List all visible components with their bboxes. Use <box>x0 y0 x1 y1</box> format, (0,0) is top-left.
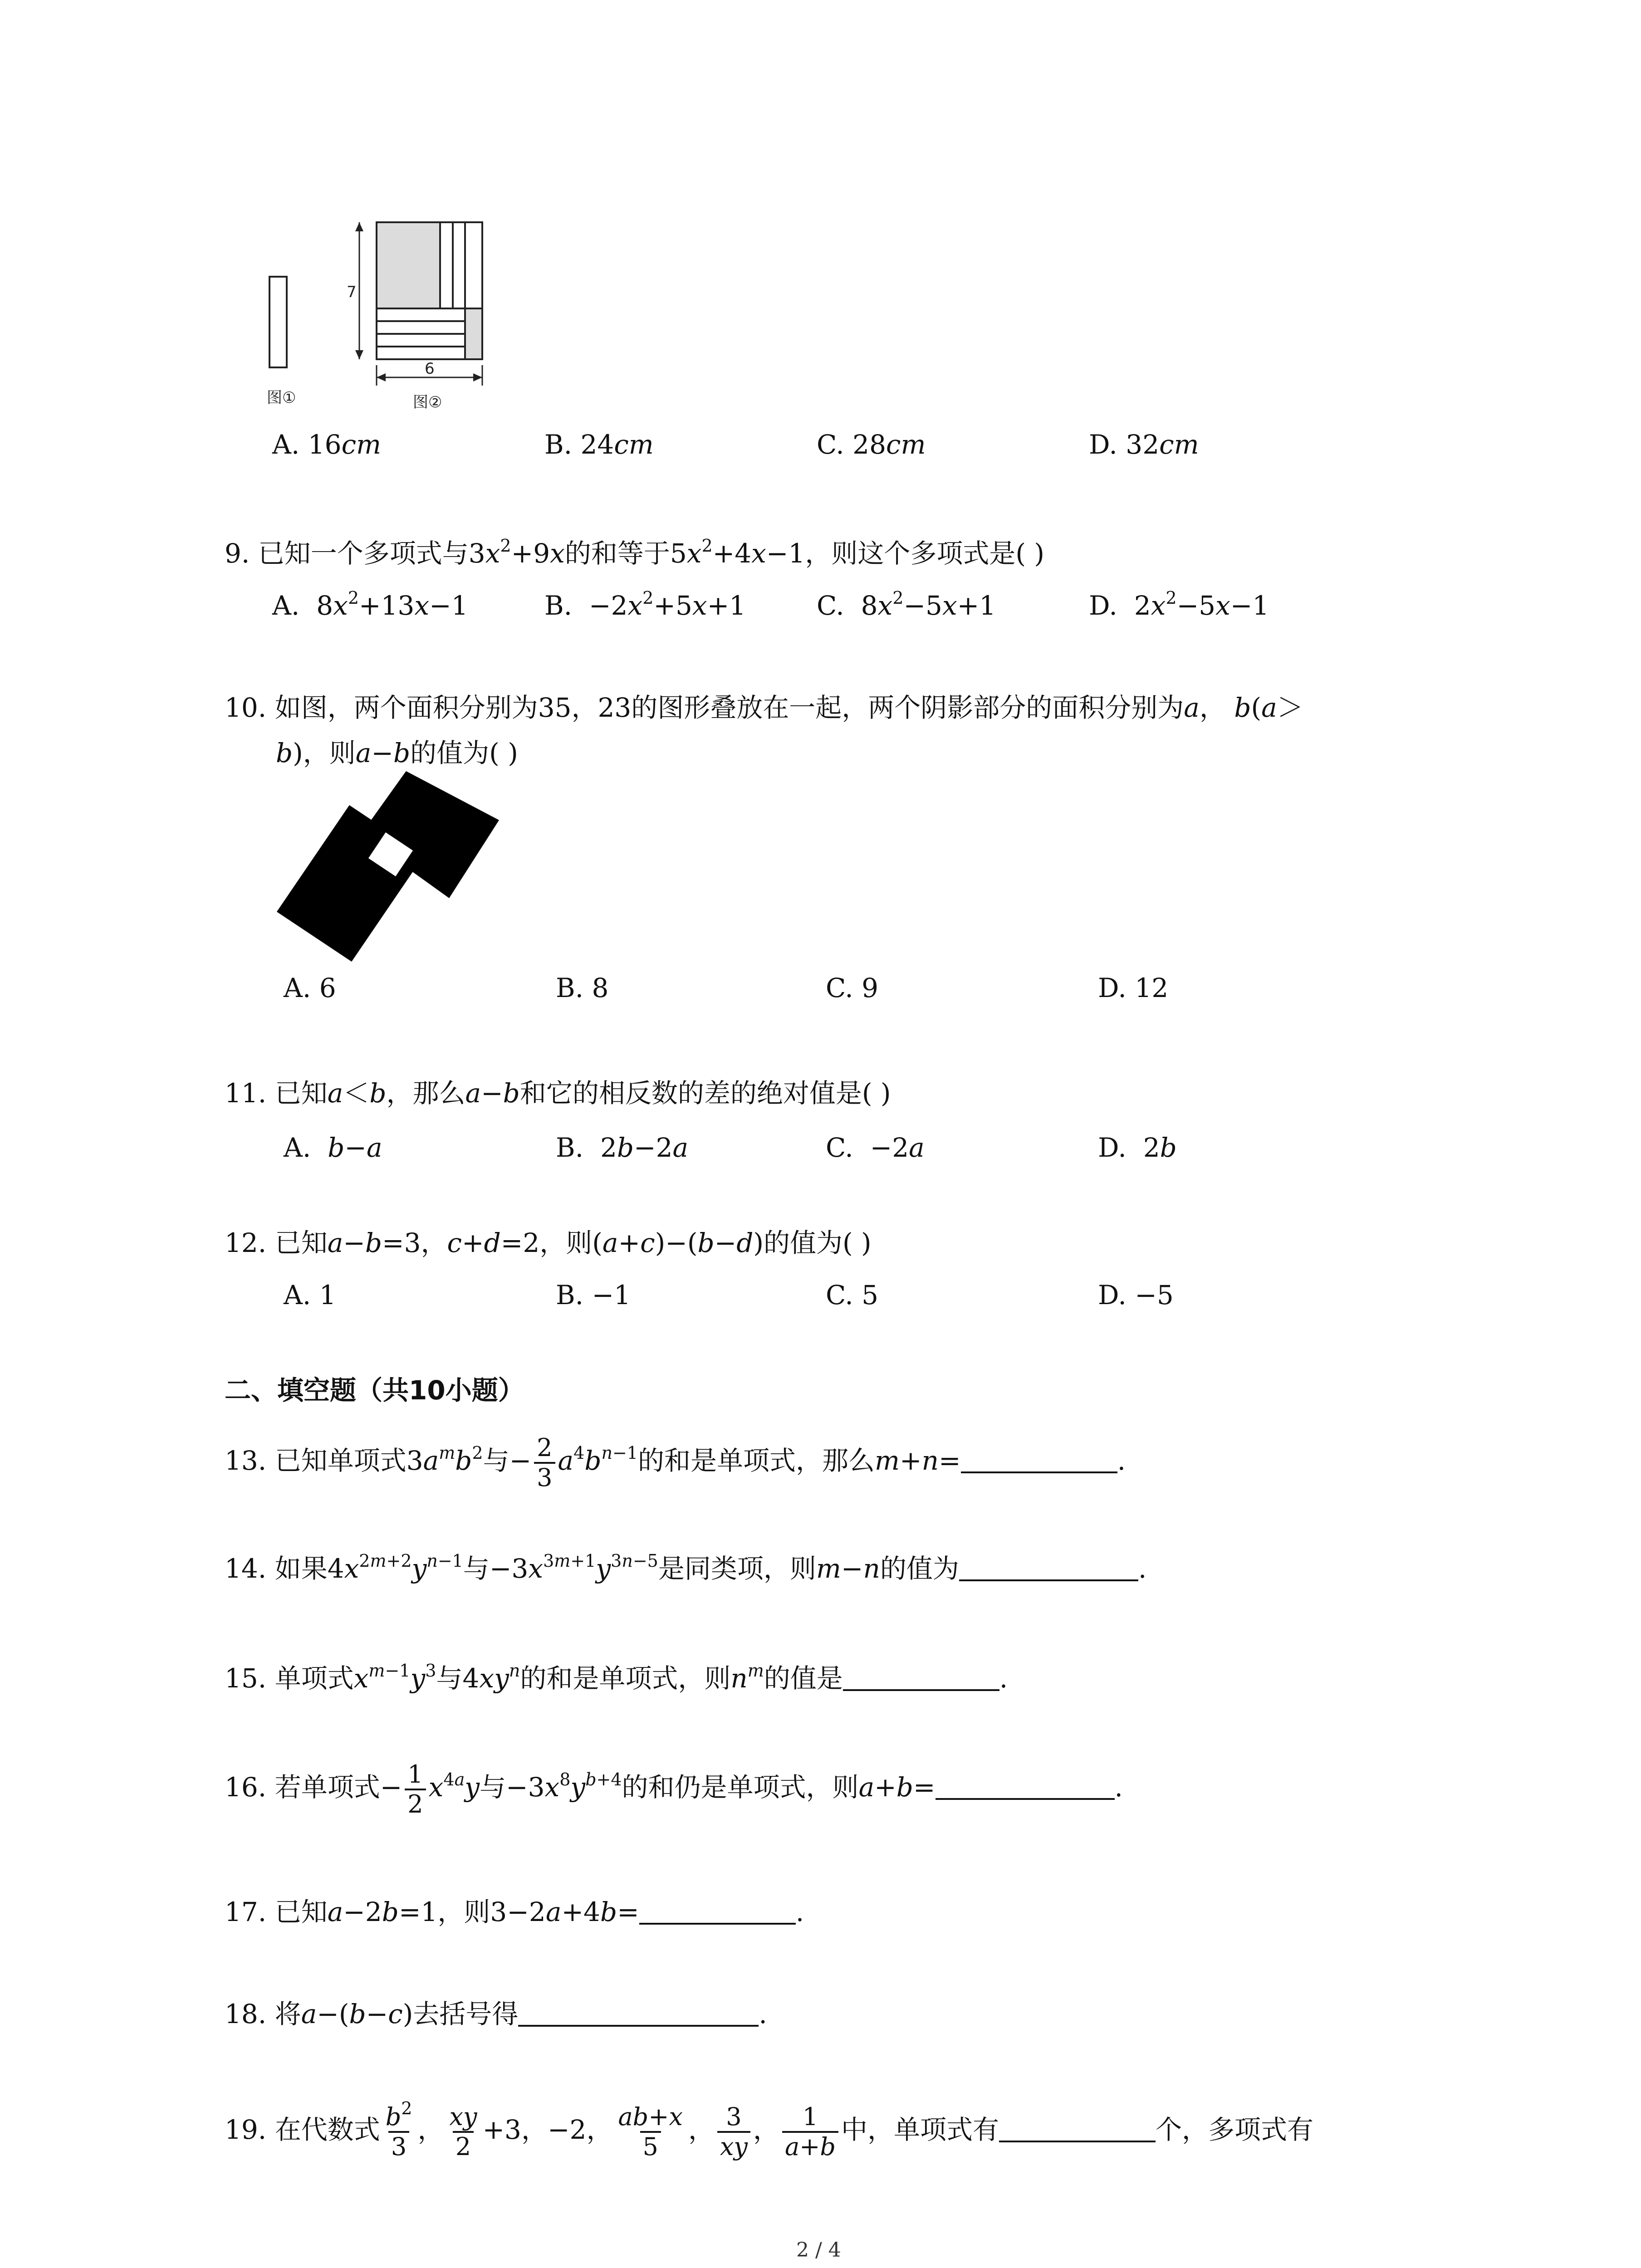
q19-fraction-2: $\frac{xy}{2}$ <box>449 2102 477 2161</box>
q8-option-c[interactable]: C. 28cm <box>817 429 926 460</box>
q16-answer-blank[interactable] <box>936 1773 1115 1800</box>
q19-fraction-3: $\frac{ab+x}{5}$ <box>618 2102 683 2161</box>
q11-option-c[interactable]: C. −2a <box>826 1132 925 1163</box>
fig2-label: 图② <box>413 393 442 411</box>
section2-title: 二、填空题（共10小题） <box>225 1375 524 1406</box>
q9-option-c[interactable]: C. $8x^2-5x+1$ <box>817 588 996 621</box>
q18-stem: 18. 将a−(b−c)去括号得 . <box>225 1999 767 2029</box>
q11-stem: 11. 已知a＜b，那么a−b和它的相反数的差的绝对值是( ) <box>225 1078 891 1109</box>
q11-option-a[interactable]: A. b−a <box>284 1132 382 1163</box>
q8-option-b[interactable]: B. 24cm <box>544 429 654 460</box>
q9-stem: 9. 已知一个多项式与$3x^2+9x$的和等于$5x^2+4x-1$，则这个多项式是( ) <box>225 536 1045 569</box>
q10-stem-line1: 10. 如图，两个面积分别为35，23的图形叠放在一起，两个阴影部分的面积分别为a， b(a＞ <box>225 692 1303 723</box>
q10-option-c[interactable]: C. 9 <box>826 973 879 1003</box>
q12-option-a[interactable]: A. 1 <box>284 1280 336 1310</box>
fig1-label: 图① <box>267 389 296 407</box>
q10-option-d[interactable]: D. 12 <box>1098 973 1169 1003</box>
q10-option-a[interactable]: A. 6 <box>284 973 336 1003</box>
dim-height-label: 7 <box>347 283 357 301</box>
q8-option-d[interactable]: D. 32cm <box>1089 429 1199 460</box>
q13-stem: 13. 已知单项式$3a^mb^2$与− $\frac{2}{3}$ $a^4b^{n-1}$的和是单项式，那么m+n= . <box>225 1433 1126 1492</box>
q13-fraction: $\frac{2}{3}$ <box>534 1434 555 1492</box>
fig2-group <box>347 222 482 411</box>
q12-option-d[interactable]: D. −5 <box>1098 1280 1174 1310</box>
q10-stem-line2: b)，则a−b的值为( ) <box>276 738 518 768</box>
q17-stem: 17. 已知a−2b=1，则3−2a+4b= . <box>225 1897 804 1927</box>
q9-option-a[interactable]: A. $8x^2+13x-1$ <box>272 588 468 621</box>
q19-fraction-4: $\frac{3}{xy}$ <box>717 2103 750 2161</box>
dim-width-label: 6 <box>425 360 435 378</box>
q13-answer-blank[interactable] <box>961 1446 1117 1473</box>
q15-stem: 15. 单项式$x^{m-1}y^3$与$4xy^n$的和是单项式，则$n^m$的值是 . <box>225 1661 1008 1694</box>
q18-answer-blank[interactable] <box>518 1999 759 2027</box>
fig1-rectangle <box>269 277 287 367</box>
page-number: 2 / 4 <box>796 2239 841 2262</box>
q17-answer-blank[interactable] <box>639 1897 796 1925</box>
q9-option-d[interactable]: D. $2x^2-5x-1$ <box>1089 588 1269 621</box>
q15-answer-blank[interactable] <box>843 1664 999 1691</box>
q11-option-d[interactable]: D. 2b <box>1098 1132 1177 1163</box>
q12-stem: 12. 已知a−b=3，c+d=2，则(a+c)−(b−d)的值为( ) <box>225 1227 872 1258</box>
q19-fraction-1: $\frac{b^2}{3}$ <box>385 2098 412 2161</box>
q8-option-a[interactable]: A. 16cm <box>272 429 382 460</box>
q14-answer-blank[interactable] <box>959 1554 1138 1581</box>
q11-option-b[interactable]: B. 2b−2a <box>556 1132 689 1163</box>
q12-option-c[interactable]: C. 5 <box>826 1280 879 1310</box>
q19-stem: 19. 在代数式 $\frac{b^2}{3}$ ， $\frac{xy}{2}$ +3，−2， $\frac{ab+x}{5}$ ， $\frac{3}{xy}$ ， $\frac{1}{a+b}$ 中，单项式有 个，多项式有 <box>225 2098 1313 2161</box>
q19-answer-blank[interactable] <box>999 2115 1156 2142</box>
q8-figures <box>263 209 717 426</box>
q12-option-b[interactable]: B. −1 <box>556 1280 631 1310</box>
q19-fraction-5: $\frac{1}{a+b}$ <box>782 2103 838 2161</box>
q16-stem: 16. 若单项式− $\frac{1}{2}$ $x^{4a}y$与$-3x^8y^{b+4}$的和仍是单项式，则a+b= . <box>225 1760 1123 1818</box>
q14-stem: 14. 如果$4x^{2m+2}y^{n-1}$与$-3x^{3m+1}y^{3n-5}$是同类项，则m−n的值为 . <box>225 1551 1147 1584</box>
q9-option-b[interactable]: B. $-2x^2+5x+1$ <box>544 588 746 621</box>
q10-figure <box>277 771 513 980</box>
q16-fraction: $\frac{1}{2}$ <box>405 1760 426 1818</box>
q10-option-b[interactable]: B. 8 <box>556 973 609 1003</box>
